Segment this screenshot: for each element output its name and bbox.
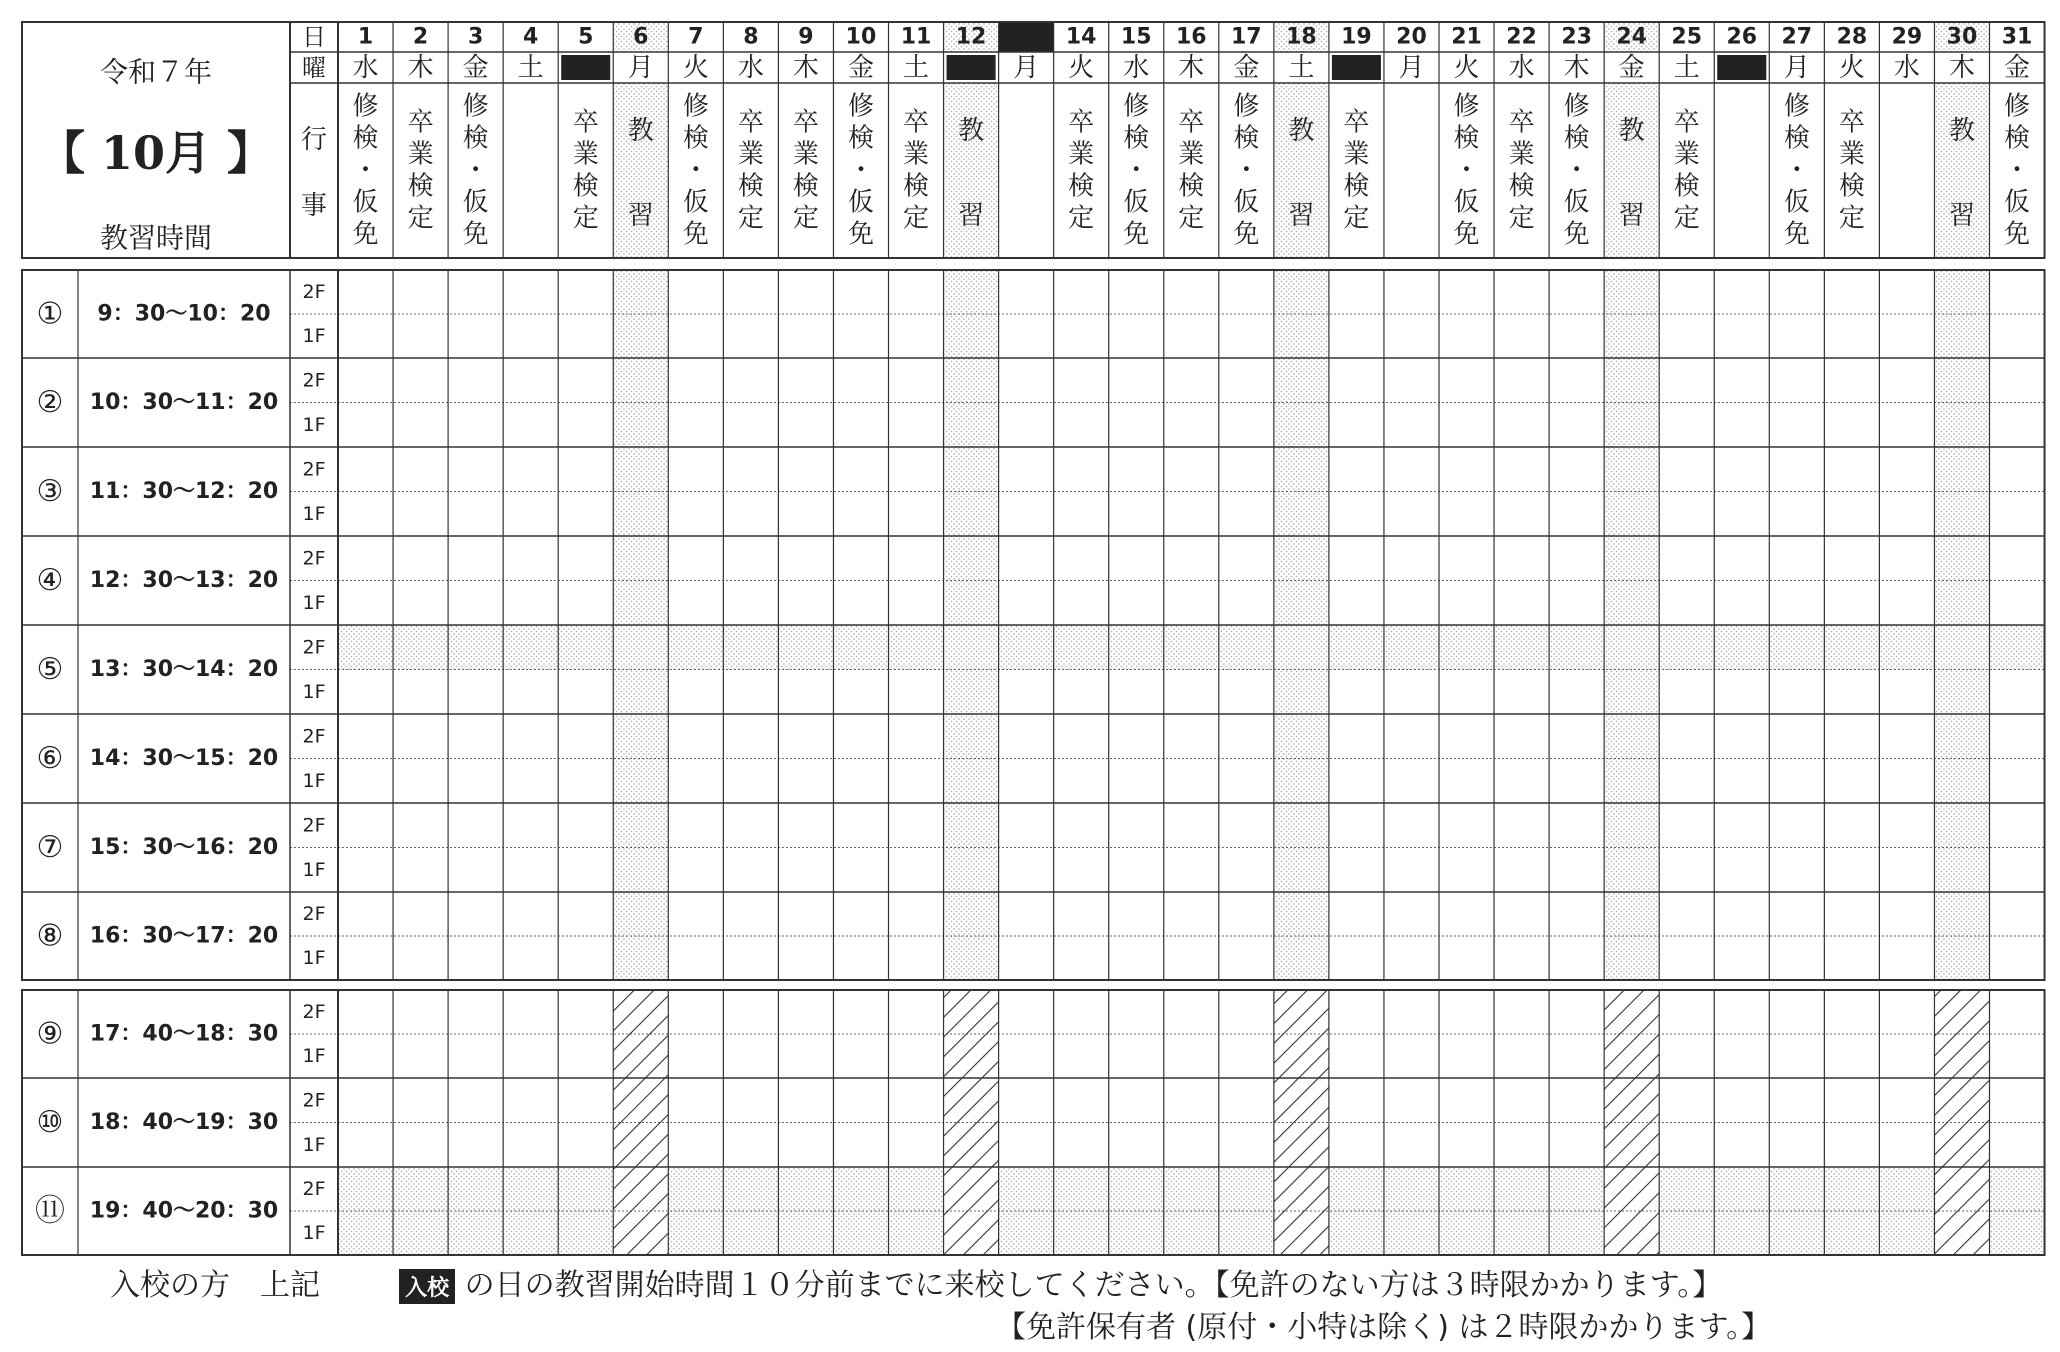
event-char: 検 <box>847 123 874 154</box>
event-char: 検 <box>792 171 819 202</box>
period-time: 18：40〜19：30 <box>89 1110 279 1135</box>
event-char: 定 <box>1838 203 1865 234</box>
event-char: 定 <box>737 203 764 234</box>
event-char: 卒 <box>1068 107 1095 138</box>
weekday-label: 月 <box>1783 53 1810 83</box>
day-number: 20 <box>1396 24 1427 50</box>
period-number: ② <box>36 385 64 420</box>
event-char: 免 <box>1233 219 1260 250</box>
period-number: ⑪ <box>35 1193 65 1229</box>
event-char: 卒 <box>1343 107 1370 138</box>
header-border <box>290 22 2045 258</box>
event-char: 定 <box>1343 203 1370 234</box>
day-number: 3 <box>467 24 484 50</box>
event-char: 修 <box>2004 91 2031 122</box>
event-char: 検 <box>1343 171 1370 202</box>
day-number: 11 <box>900 24 932 50</box>
floor-label-2f: 2F <box>302 903 326 925</box>
event-char: ・ <box>462 155 489 186</box>
event-char: 免 <box>2004 219 2031 250</box>
period-number: ⑧ <box>36 918 64 954</box>
event-char: 業 <box>1508 139 1535 170</box>
event-char: ・ <box>1233 155 1260 186</box>
event-char: 卒 <box>737 107 764 138</box>
period-time: 16：30〜17：20 <box>89 923 279 949</box>
event-char: 業 <box>737 139 764 170</box>
event-char: 仮 <box>1783 187 1810 218</box>
event-char: 免 <box>847 219 874 250</box>
event-char: ・ <box>682 155 709 186</box>
event-char: 検 <box>1123 123 1150 154</box>
event-char: 卒 <box>1508 107 1535 138</box>
event-char: 修 <box>847 91 874 122</box>
event-char: 仮 <box>1563 187 1590 218</box>
notice-suffix: の日の教習開始時間１０分前までに来校してください。【免許のない方は３時限かかります。】 <box>464 1268 1723 1303</box>
day-number: 25 <box>1671 24 1703 50</box>
event-char: 修 <box>682 91 709 122</box>
event-char: 修 <box>462 91 489 122</box>
event-char: ・ <box>1123 155 1150 186</box>
event-char: ・ <box>1783 155 1810 186</box>
period-time: 13：30〜14：20 <box>89 657 279 682</box>
floor-label-2f: 2F <box>302 369 326 392</box>
weekday-label: 水 <box>737 53 764 83</box>
event-char: 卒 <box>903 107 930 138</box>
event-char: 教 <box>1288 116 1315 146</box>
event-char: 仮 <box>682 187 709 218</box>
event-char: 検 <box>352 123 379 154</box>
event-char: 検 <box>1453 123 1480 154</box>
weekday-label: 日 <box>1728 53 1755 83</box>
day-header-label: 日 <box>302 23 326 51</box>
period-time: 12：30〜13：20 <box>89 568 279 593</box>
event-char: 教 <box>958 116 985 146</box>
period-number: ⑩ <box>36 1105 64 1140</box>
event-char: 習 <box>1288 201 1315 231</box>
day-number: 1 <box>357 24 374 50</box>
day-number: 2 <box>412 24 429 50</box>
event-char: 検 <box>2004 123 2031 154</box>
event-char: 業 <box>1068 139 1095 170</box>
floor-label-1f: 1F <box>302 1133 326 1156</box>
day-number: 14 <box>1065 24 1097 50</box>
event-char: 習 <box>627 201 654 231</box>
notice-line-1 <box>110 1260 1722 1304</box>
weekday-label: 水 <box>1508 53 1535 83</box>
event-char: 教 <box>627 116 654 146</box>
event-char: 仮 <box>1123 187 1150 218</box>
notice-prefix: 入校の方 上記 <box>110 1268 320 1303</box>
event-char: 卒 <box>1178 107 1205 138</box>
closed-day-event-shade <box>1604 83 1659 258</box>
weekday-label: 火 <box>1453 53 1480 83</box>
event-char: ・ <box>847 155 874 186</box>
weekday-label: 土 <box>1673 53 1700 83</box>
weekday-label: 水 <box>352 53 379 83</box>
weekday-label: 木 <box>1563 53 1590 83</box>
day-number: 12 <box>955 24 987 50</box>
floor-label-1f: 1F <box>302 1045 326 1067</box>
notice-line-2: 【免許保有者 (原付・小特は除く) は２時限かかります。】 <box>996 1310 1772 1345</box>
event-char: 業 <box>1343 139 1370 170</box>
event-char: 免 <box>1453 219 1480 250</box>
event-char: 定 <box>1068 203 1095 234</box>
day-number: 6 <box>633 24 649 50</box>
event-char: 検 <box>1178 171 1205 202</box>
event-char: 検 <box>1563 123 1590 154</box>
day-number: 10 <box>845 24 877 50</box>
event-char: 教 <box>1948 116 1975 146</box>
event-char: 修 <box>1783 91 1810 122</box>
floor-label-2f: 2F <box>302 1001 326 1023</box>
day-number: 31 <box>2001 24 2033 50</box>
period-time: 11：30〜12：20 <box>89 479 279 504</box>
floor-label-2f: 2F <box>302 1089 326 1112</box>
floor-label-1f: 1F <box>302 1222 326 1244</box>
floor-label-1f: 1F <box>302 413 326 436</box>
event-char: 仮 <box>462 187 489 218</box>
event-char: 仮 <box>847 187 874 218</box>
floor-label-1f: 1F <box>302 591 326 614</box>
period-time: 19：40〜20：30 <box>89 1198 279 1224</box>
weekday-label: 火 <box>1838 53 1865 83</box>
day-number: 15 <box>1120 24 1152 50</box>
event-char: 業 <box>903 139 930 170</box>
event-char: 検 <box>1838 171 1865 202</box>
weekday-label: 金 <box>847 53 874 83</box>
weekday-label: 水 <box>1123 53 1150 83</box>
period-11-shade <box>833 1167 888 1255</box>
enrollment-badge: 入校 <box>399 1269 455 1304</box>
weekday-label: 木 <box>1948 53 1975 83</box>
event-char: 検 <box>682 123 709 154</box>
floor-label-2f: 2F <box>302 814 326 837</box>
weekday-label: 月 <box>1013 53 1040 83</box>
floor-label-2f: 2F <box>302 636 326 659</box>
day-number: 30 <box>1946 24 1978 50</box>
weekday-label: 日 <box>572 53 599 83</box>
event-char: 検 <box>1508 171 1535 202</box>
day-number: 16 <box>1175 24 1207 50</box>
event-char: 定 <box>1673 203 1700 234</box>
event-char: 定 <box>407 203 434 234</box>
event-char: 修 <box>1563 91 1590 122</box>
day-number: 28 <box>1836 24 1868 50</box>
closed-day-hatch <box>613 990 668 1255</box>
event-char: 業 <box>792 139 819 170</box>
period-11-shade <box>1054 1167 1109 1255</box>
weekday-label: 金 <box>1233 53 1260 83</box>
day-number: 24 <box>1616 24 1647 50</box>
event-char: 卒 <box>1673 107 1700 138</box>
floor-label-1f: 1F <box>302 325 326 347</box>
event-char: 仮 <box>2004 187 2031 218</box>
weekday-label: 金 <box>1618 53 1645 83</box>
event-char: 免 <box>682 219 709 250</box>
event-char: 業 <box>572 139 599 170</box>
period-number: ⑦ <box>36 830 64 865</box>
event-char: 習 <box>1618 201 1645 231</box>
event-char: ・ <box>1453 155 1480 186</box>
weekday-label: 木 <box>1178 53 1205 83</box>
event-char: 業 <box>1673 139 1700 170</box>
event-char: 検 <box>572 171 599 202</box>
day-number: 19 <box>1341 24 1372 50</box>
weekday-label: 月 <box>1398 53 1425 83</box>
weekday-label: 火 <box>1068 53 1095 83</box>
event-char: 卒 <box>1838 107 1865 138</box>
day-number: 21 <box>1451 24 1482 50</box>
weekday-label: 土 <box>1288 53 1315 83</box>
event-char: ・ <box>1563 155 1590 186</box>
event-char: ・ <box>2004 155 2031 186</box>
floor-label-1f: 1F <box>302 769 326 792</box>
event-char: 検 <box>407 171 434 202</box>
event-char: 仮 <box>352 187 379 218</box>
event-char: 習 <box>958 201 985 231</box>
weekday-label: 金 <box>2004 53 2031 83</box>
floor-label-1f: 1F <box>302 680 326 703</box>
weekday-header-label: 曜 <box>302 54 326 82</box>
event-char: 検 <box>1783 123 1810 154</box>
floor-label-2f: 2F <box>302 725 326 748</box>
weekday-label: 日 <box>1343 53 1370 83</box>
event-char: 免 <box>1123 219 1150 250</box>
period-11-shade <box>1769 1167 1824 1255</box>
event-char: 定 <box>1178 203 1205 234</box>
event-char: 検 <box>1673 171 1700 202</box>
day-number: 18 <box>1286 24 1317 50</box>
period-time: 17：40〜18：30 <box>89 1021 279 1047</box>
period-number: ③ <box>36 474 64 509</box>
event-char: 定 <box>792 203 819 234</box>
day-number: 29 <box>1891 24 1923 50</box>
weekday-label: 木 <box>407 53 434 83</box>
caption-label: 教習時間 <box>99 221 213 255</box>
event-header-label: 行 <box>300 125 328 155</box>
event-char: 仮 <box>1233 187 1260 218</box>
period-11-shade <box>1990 1167 2045 1255</box>
day-number: 9 <box>798 24 814 50</box>
event-char: 仮 <box>1453 187 1480 218</box>
event-char: 免 <box>462 219 489 250</box>
floor-label-2f: 2F <box>302 1178 326 1200</box>
weekday-label: 月 <box>627 53 654 83</box>
day-number: 27 <box>1781 24 1813 50</box>
floor-label-2f: 2F <box>302 458 326 481</box>
day-number: 13 <box>1010 24 1042 50</box>
floor-label-1f: 1F <box>302 858 326 881</box>
month-label: 【 10月 】 <box>38 126 274 180</box>
event-char: 業 <box>1838 139 1865 170</box>
period-number: ④ <box>36 563 64 598</box>
day-number: 5 <box>578 24 594 50</box>
event-char: 卒 <box>792 107 819 138</box>
event-char: 定 <box>1508 203 1535 234</box>
period-time: 10：30〜11：20 <box>89 390 279 415</box>
weekday-label: 土 <box>903 53 930 83</box>
day-number: 22 <box>1506 24 1537 50</box>
event-char: ・ <box>352 155 379 186</box>
event-char: 卒 <box>407 107 434 138</box>
period-number: ⑨ <box>36 1016 64 1052</box>
weekday-label: 日 <box>958 53 985 83</box>
period-number: ⑤ <box>36 652 64 687</box>
closed-day-event-shade <box>944 83 999 258</box>
event-char: 検 <box>1068 171 1095 202</box>
day-number: 7 <box>688 24 704 50</box>
event-char: 習 <box>1948 201 1975 231</box>
event-char: 教 <box>1618 116 1645 146</box>
event-char: 修 <box>1453 91 1480 122</box>
event-char: 検 <box>1233 123 1260 154</box>
period-time: 14：30〜15：20 <box>89 746 279 771</box>
period-5-2f-shade <box>338 625 2045 670</box>
period-time: 15：30〜16：20 <box>89 835 279 860</box>
floor-label-2f: 2F <box>302 281 326 303</box>
period-number: ⑥ <box>36 741 64 776</box>
event-char: 卒 <box>572 107 599 138</box>
weekday-label: 金 <box>462 53 489 83</box>
weekday-label: 土 <box>517 53 544 83</box>
closed-day-event-shade <box>1274 83 1329 258</box>
event-char: 業 <box>407 139 434 170</box>
day-number: 23 <box>1561 24 1592 50</box>
event-char: 修 <box>1233 91 1260 122</box>
event-char: 修 <box>1123 91 1150 122</box>
event-char: 定 <box>903 203 930 234</box>
closed-day-event-shade <box>1934 83 1989 258</box>
floor-label-2f: 2F <box>302 547 326 570</box>
weekday-label: 水 <box>1893 53 1920 83</box>
day-number: 4 <box>523 24 539 50</box>
event-char: 業 <box>1178 139 1205 170</box>
event-char: 修 <box>352 91 379 122</box>
floor-label-1f: 1F <box>302 947 326 969</box>
event-char: 検 <box>903 171 930 202</box>
weekday-label: 火 <box>682 53 709 83</box>
closed-day-event-shade <box>613 83 668 258</box>
event-char: 免 <box>1783 219 1810 250</box>
day-number: 17 <box>1231 24 1262 50</box>
day-number: 26 <box>1726 24 1758 50</box>
weekday-label: 木 <box>792 53 819 83</box>
year-label: 令和７年 <box>99 55 213 89</box>
event-char: 検 <box>737 171 764 202</box>
period-number: ① <box>36 296 64 332</box>
event-char: 検 <box>462 123 489 154</box>
day-number: 8 <box>743 24 759 50</box>
floor-label-1f: 1F <box>302 502 326 525</box>
period-time: 9：30〜10：20 <box>97 301 271 327</box>
event-char: 免 <box>352 219 379 250</box>
event-char: 免 <box>1563 219 1590 250</box>
event-char: 定 <box>572 203 599 234</box>
event-header-label: 事 <box>300 191 328 221</box>
